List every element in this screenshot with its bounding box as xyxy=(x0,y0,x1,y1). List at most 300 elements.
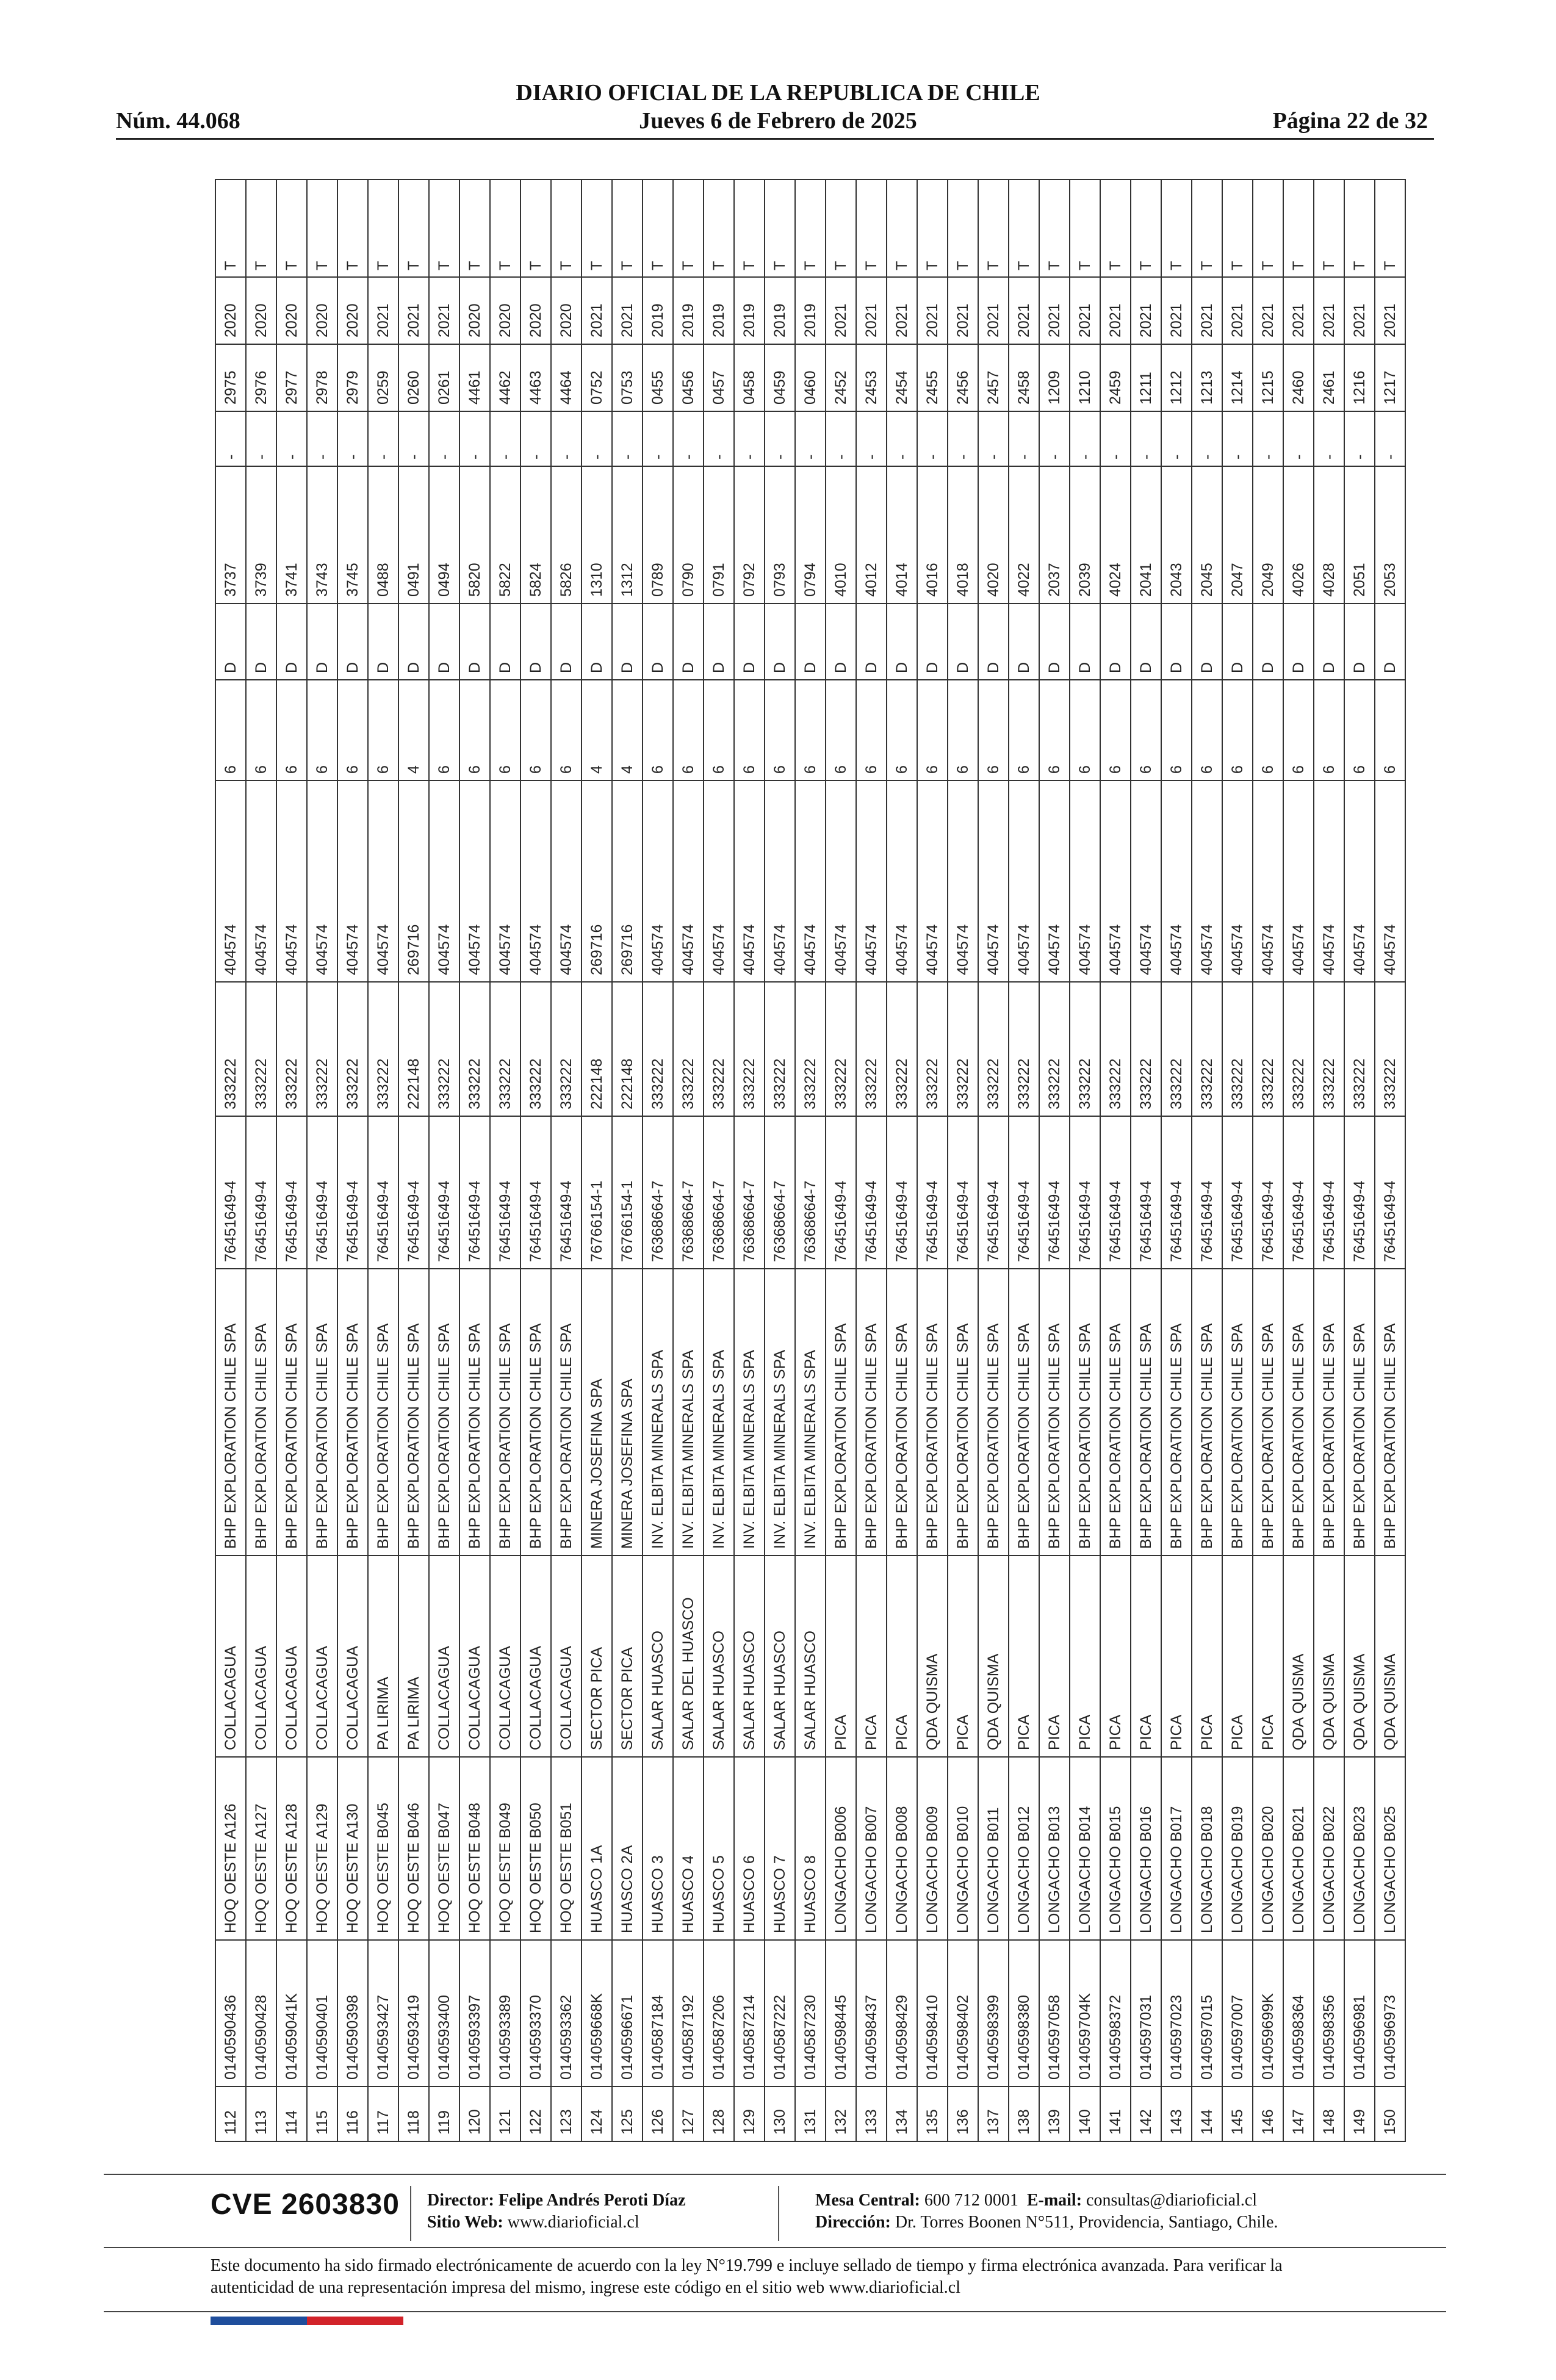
cell-foja: 4012 xyxy=(856,466,887,604)
cell-holder-name: BHP EXPLORATION CHILE SPA xyxy=(1161,1269,1192,1556)
cell-utm-north: 333222 xyxy=(368,982,398,1116)
cell-type-code: D xyxy=(948,604,978,680)
cell-concession-name: LONGACHO B010 xyxy=(948,1757,978,1940)
cell-holder-name: BHP EXPLORATION CHILE SPA xyxy=(429,1269,459,1556)
cell-number: 2978 xyxy=(307,344,337,411)
cell-rol-number: 0140596973 xyxy=(1375,1940,1405,2086)
cell-utm-east: 404574 xyxy=(795,781,826,982)
cell-status: T xyxy=(856,179,887,277)
cell-year: 2021 xyxy=(1314,277,1344,344)
cell-rol-number: 0140597015 xyxy=(1192,1940,1222,2086)
cell-concession-name: LONGACHO B021 xyxy=(1283,1757,1314,1940)
cell-foja: 3737 xyxy=(215,466,246,604)
cell-foja: 4014 xyxy=(887,466,917,604)
cell-separator: - xyxy=(1314,411,1344,466)
cell-holder-rut: 76451649-4 xyxy=(429,1116,459,1269)
cell-holder-rut: 76368664-7 xyxy=(673,1116,704,1269)
cell-separator: - xyxy=(1344,411,1375,466)
cell-holder-name: BHP EXPLORATION CHILE SPA xyxy=(1344,1269,1375,1556)
cell-year: 2021 xyxy=(612,277,643,344)
cell-holder-name: BHP EXPLORATION CHILE SPA xyxy=(337,1269,368,1556)
cell-rol-number: 0140597007 xyxy=(1222,1940,1253,2086)
table-row xyxy=(917,179,948,2141)
cell-utm-east: 404574 xyxy=(1161,781,1192,982)
cell-area-hectares: 6 xyxy=(459,680,490,781)
cell-row-index: 114 xyxy=(276,2086,307,2141)
cell-status: T xyxy=(612,179,643,277)
cell-holder-rut: 76451649-4 xyxy=(368,1116,398,1269)
issue-date: Jueves 6 de Febrero de 2025 xyxy=(639,108,917,134)
cell-year: 2019 xyxy=(673,277,704,344)
cell-utm-east: 404574 xyxy=(917,781,948,982)
cell-year: 2020 xyxy=(337,277,368,344)
director-label: Director: xyxy=(427,2191,494,2210)
cell-year: 2021 xyxy=(978,277,1009,344)
cell-number: 1210 xyxy=(1070,344,1100,411)
cell-separator: - xyxy=(429,411,459,466)
cell-utm-north: 333222 xyxy=(1100,982,1131,1116)
cell-foja: 0793 xyxy=(765,466,795,604)
cell-separator: - xyxy=(582,411,612,466)
cell-separator: - xyxy=(612,411,643,466)
cell-status: T xyxy=(276,179,307,277)
cell-location: QDA QUISMA xyxy=(1344,1556,1375,1757)
cell-location: PICA xyxy=(1131,1556,1161,1757)
cell-utm-north: 333222 xyxy=(765,982,795,1116)
cell-holder-name: BHP EXPLORATION CHILE SPA xyxy=(276,1269,307,1556)
cell-foja: 0789 xyxy=(643,466,673,604)
cell-foja: 5826 xyxy=(551,466,582,604)
cell-utm-north: 333222 xyxy=(1161,982,1192,1116)
cell-row-index: 129 xyxy=(734,2086,765,2141)
cell-concession-name: HOQ OESTE B049 xyxy=(490,1757,520,1940)
cell-concession-name: LONGACHO B011 xyxy=(978,1757,1009,1940)
cell-area-hectares: 6 xyxy=(368,680,398,781)
cell-location: SECTOR PICA xyxy=(582,1556,612,1757)
cell-location: PICA xyxy=(1100,1556,1131,1757)
cell-foja: 1312 xyxy=(612,466,643,604)
cell-separator: - xyxy=(246,411,276,466)
cell-foja: 2053 xyxy=(1375,466,1405,604)
cell-location: COLLACAGUA xyxy=(551,1556,582,1757)
cell-separator: - xyxy=(1100,411,1131,466)
cell-row-index: 143 xyxy=(1161,2086,1192,2141)
flag-stripe-blue xyxy=(211,2317,307,2325)
cell-year: 2021 xyxy=(1009,277,1039,344)
cell-year: 2021 xyxy=(1253,277,1283,344)
cell-utm-east: 404574 xyxy=(1100,781,1131,982)
cell-type-code: D xyxy=(490,604,520,680)
cell-holder-rut: 76368664-7 xyxy=(734,1116,765,1269)
cell-concession-name: LONGACHO B013 xyxy=(1039,1757,1070,1940)
cell-utm-east: 269716 xyxy=(612,781,643,982)
table-row xyxy=(704,179,734,2141)
cell-row-index: 135 xyxy=(917,2086,948,2141)
cell-separator: - xyxy=(643,411,673,466)
cell-area-hectares: 4 xyxy=(612,680,643,781)
cell-rol-number: 0140593370 xyxy=(520,1940,551,2086)
cell-rol-number: 0140598429 xyxy=(887,1940,917,2086)
footer-divider-1 xyxy=(410,2186,411,2241)
cell-holder-rut: 76451649-4 xyxy=(1253,1116,1283,1269)
cell-type-code: D xyxy=(337,604,368,680)
cell-location: QDA QUISMA xyxy=(1314,1556,1344,1757)
cell-separator: - xyxy=(276,411,307,466)
table-row xyxy=(307,179,337,2141)
cell-type-code: D xyxy=(1100,604,1131,680)
cell-holder-name: BHP EXPLORATION CHILE SPA xyxy=(1039,1269,1070,1556)
cell-utm-north: 333222 xyxy=(215,982,246,1116)
cell-location: QDA QUISMA xyxy=(978,1556,1009,1757)
table-row xyxy=(1161,179,1192,2141)
cell-holder-rut: 76451649-4 xyxy=(215,1116,246,1269)
cell-utm-north: 333222 xyxy=(856,982,887,1116)
cell-year: 2021 xyxy=(1070,277,1100,344)
cell-holder-rut: 76368664-7 xyxy=(765,1116,795,1269)
cell-separator: - xyxy=(490,411,520,466)
cell-holder-rut: 76451649-4 xyxy=(307,1116,337,1269)
cell-utm-east: 404574 xyxy=(734,781,765,982)
cell-separator: - xyxy=(978,411,1009,466)
cell-rol-number: 0140597023 xyxy=(1161,1940,1192,2086)
cell-separator: - xyxy=(1131,411,1161,466)
cell-holder-rut: 76451649-4 xyxy=(1192,1116,1222,1269)
cell-row-index: 144 xyxy=(1192,2086,1222,2141)
cell-utm-east: 404574 xyxy=(307,781,337,982)
cell-year: 2019 xyxy=(765,277,795,344)
cell-status: T xyxy=(1131,179,1161,277)
cell-row-index: 119 xyxy=(429,2086,459,2141)
cell-holder-rut: 76451649-4 xyxy=(1283,1116,1314,1269)
cell-location: PICA xyxy=(1039,1556,1070,1757)
cell-utm-north: 333222 xyxy=(246,982,276,1116)
cell-rol-number: 0140587206 xyxy=(704,1940,734,2086)
cell-concession-name: LONGACHO B008 xyxy=(887,1757,917,1940)
cell-rol-number: 0140587184 xyxy=(643,1940,673,2086)
cell-utm-north: 333222 xyxy=(1009,982,1039,1116)
cell-type-code: D xyxy=(368,604,398,680)
cell-type-code: D xyxy=(307,604,337,680)
cell-area-hectares: 6 xyxy=(276,680,307,781)
cell-row-index: 130 xyxy=(765,2086,795,2141)
cell-number: 2455 xyxy=(917,344,948,411)
cell-concession-name: LONGACHO B014 xyxy=(1070,1757,1100,1940)
cell-utm-north: 333222 xyxy=(978,982,1009,1116)
table-row xyxy=(551,179,582,2141)
cell-utm-east: 404574 xyxy=(1375,781,1405,982)
cell-concession-name: HUASCO 1A xyxy=(582,1757,612,1940)
cell-holder-name: BHP EXPLORATION CHILE SPA xyxy=(1375,1269,1405,1556)
cell-area-hectares: 6 xyxy=(1314,680,1344,781)
cell-holder-rut: 76451649-4 xyxy=(1131,1116,1161,1269)
cell-holder-name: BHP EXPLORATION CHILE SPA xyxy=(948,1269,978,1556)
cell-type-code: D xyxy=(520,604,551,680)
cell-status: T xyxy=(398,179,429,277)
cell-holder-name: INV. ELBITA MINERALS SPA xyxy=(704,1269,734,1556)
cell-rol-number: 0140596981 xyxy=(1344,1940,1375,2086)
cell-foja: 1310 xyxy=(582,466,612,604)
director-line xyxy=(427,2190,686,2212)
cell-location: SALAR HUASCO xyxy=(704,1556,734,1757)
cell-type-code: D xyxy=(1070,604,1100,680)
cell-type-code: D xyxy=(673,604,704,680)
cell-year: 2020 xyxy=(215,277,246,344)
cell-separator: - xyxy=(368,411,398,466)
email-link[interactable]: consultas@diarioficial.cl xyxy=(1086,2191,1258,2210)
cell-year: 2021 xyxy=(1192,277,1222,344)
cell-area-hectares: 4 xyxy=(398,680,429,781)
cell-type-code: D xyxy=(1131,604,1161,680)
table-row xyxy=(1375,179,1405,2141)
cell-rol-number: 0140598410 xyxy=(917,1940,948,2086)
table-row xyxy=(795,179,826,2141)
cell-number: 1216 xyxy=(1344,344,1375,411)
table-row xyxy=(459,179,490,2141)
cell-location: PICA xyxy=(887,1556,917,1757)
cell-row-index: 122 xyxy=(520,2086,551,2141)
cell-row-index: 115 xyxy=(307,2086,337,2141)
cell-holder-rut: 76451649-4 xyxy=(1375,1116,1405,1269)
cell-status: T xyxy=(765,179,795,277)
cell-status: T xyxy=(1070,179,1100,277)
cell-holder-rut: 76368664-7 xyxy=(795,1116,826,1269)
cell-holder-rut: 76451649-4 xyxy=(1161,1116,1192,1269)
cell-status: T xyxy=(1375,179,1405,277)
cell-number: 0753 xyxy=(612,344,643,411)
cell-holder-rut: 76451649-4 xyxy=(459,1116,490,1269)
table-row xyxy=(1009,179,1039,2141)
website-line xyxy=(427,2212,639,2234)
cell-holder-rut: 76451649-4 xyxy=(1100,1116,1131,1269)
cell-holder-rut: 76451649-4 xyxy=(1039,1116,1070,1269)
cell-rol-number: 0140598364 xyxy=(1283,1940,1314,2086)
cell-area-hectares: 6 xyxy=(1161,680,1192,781)
issue-number: Núm. 44.068 xyxy=(116,108,240,134)
table-row xyxy=(1283,179,1314,2141)
cell-status: T xyxy=(948,179,978,277)
cell-row-index: 117 xyxy=(368,2086,398,2141)
cell-row-index: 125 xyxy=(612,2086,643,2141)
cell-location: SALAR HUASCO xyxy=(765,1556,795,1757)
cell-number: 0455 xyxy=(643,344,673,411)
cell-number: 2453 xyxy=(856,344,887,411)
cell-concession-name: LONGACHO B020 xyxy=(1253,1757,1283,1940)
cell-year: 2019 xyxy=(643,277,673,344)
cell-holder-name: BHP EXPLORATION CHILE SPA xyxy=(1009,1269,1039,1556)
cell-area-hectares: 6 xyxy=(1253,680,1283,781)
cell-row-index: 118 xyxy=(398,2086,429,2141)
cell-number: 1215 xyxy=(1253,344,1283,411)
table-row xyxy=(1222,179,1253,2141)
cell-row-index: 146 xyxy=(1253,2086,1283,2141)
cell-separator: - xyxy=(1039,411,1070,466)
cell-rol-number: 0140598372 xyxy=(1100,1940,1131,2086)
cell-concession-name: HOQ OESTE A129 xyxy=(307,1757,337,1940)
cell-concession-name: LONGACHO B018 xyxy=(1192,1757,1222,1940)
cell-utm-east: 404574 xyxy=(826,781,856,982)
cell-holder-rut: 76451649-4 xyxy=(856,1116,887,1269)
cell-utm-east: 404574 xyxy=(704,781,734,982)
cell-concession-name: HOQ OESTE A128 xyxy=(276,1757,307,1940)
cell-status: T xyxy=(978,179,1009,277)
cell-status: T xyxy=(1314,179,1344,277)
cell-utm-north: 333222 xyxy=(1283,982,1314,1116)
cell-foja: 2039 xyxy=(1070,466,1100,604)
cell-holder-name: BHP EXPLORATION CHILE SPA xyxy=(826,1269,856,1556)
cell-area-hectares: 6 xyxy=(1009,680,1039,781)
cell-utm-north: 333222 xyxy=(826,982,856,1116)
cell-type-code: D xyxy=(704,604,734,680)
cell-number: 0752 xyxy=(582,344,612,411)
cell-area-hectares: 6 xyxy=(1039,680,1070,781)
cell-rol-number: 0140590428 xyxy=(246,1940,276,2086)
cell-utm-east: 404574 xyxy=(551,781,582,982)
page-number: Página 22 de 32 xyxy=(1272,108,1428,134)
cell-holder-name: BHP EXPLORATION CHILE SPA xyxy=(490,1269,520,1556)
cell-holder-name: BHP EXPLORATION CHILE SPA xyxy=(520,1269,551,1556)
cell-type-code: D xyxy=(765,604,795,680)
cell-area-hectares: 6 xyxy=(490,680,520,781)
cell-row-index: 124 xyxy=(582,2086,612,2141)
footer-mid-divider xyxy=(104,2247,1446,2248)
footer-top-divider xyxy=(104,2174,1446,2175)
cell-number: 0456 xyxy=(673,344,704,411)
cell-location: SALAR HUASCO xyxy=(734,1556,765,1757)
cell-status: T xyxy=(337,179,368,277)
cell-row-index: 123 xyxy=(551,2086,582,2141)
cell-utm-east: 404574 xyxy=(856,781,887,982)
cell-number: 0459 xyxy=(765,344,795,411)
cell-status: T xyxy=(307,179,337,277)
cell-number: 1217 xyxy=(1375,344,1405,411)
cell-utm-north: 333222 xyxy=(459,982,490,1116)
cell-foja: 3745 xyxy=(337,466,368,604)
cell-holder-rut: 76451649-4 xyxy=(1344,1116,1375,1269)
cell-holder-rut: 76451649-4 xyxy=(978,1116,1009,1269)
cell-row-index: 131 xyxy=(795,2086,826,2141)
cell-area-hectares: 6 xyxy=(1070,680,1100,781)
cell-number: 1213 xyxy=(1192,344,1222,411)
cell-number: 4463 xyxy=(520,344,551,411)
website-link[interactable]: www.diarioficial.cl xyxy=(507,2213,639,2232)
cell-utm-east: 404574 xyxy=(337,781,368,982)
cell-location: COLLACAGUA xyxy=(459,1556,490,1757)
cell-foja: 0790 xyxy=(673,466,704,604)
cell-year: 2021 xyxy=(1161,277,1192,344)
cell-location: COLLACAGUA xyxy=(337,1556,368,1757)
cell-status: T xyxy=(429,179,459,277)
table-row xyxy=(215,179,246,2141)
cell-utm-north: 333222 xyxy=(276,982,307,1116)
cell-rol-number: 0140597031 xyxy=(1131,1940,1161,2086)
cell-utm-east: 404574 xyxy=(765,781,795,982)
cell-separator: - xyxy=(1375,411,1405,466)
cell-holder-rut: 76451649-4 xyxy=(551,1116,582,1269)
cell-location: COLLACAGUA xyxy=(215,1556,246,1757)
cell-area-hectares: 6 xyxy=(856,680,887,781)
cell-utm-north: 333222 xyxy=(643,982,673,1116)
cell-holder-rut: 76451649-4 xyxy=(826,1116,856,1269)
legal-notice: Este documento ha sido firmado electrónicamente de acuerdo con la ley N°19.799 e incluye sellado de tiempo y firma electrónica avanzada. Para verificar la autenticidad de una representación impresa del mismo, ingrese este código en el sitio web www.diarioficial.cl xyxy=(211,2256,1283,2297)
cell-location: COLLACAGUA xyxy=(490,1556,520,1757)
cell-utm-east: 269716 xyxy=(582,781,612,982)
cell-holder-rut: 76451649-4 xyxy=(1222,1116,1253,1269)
cell-holder-rut: 76368664-7 xyxy=(643,1116,673,1269)
cell-area-hectares: 6 xyxy=(704,680,734,781)
cell-utm-north: 333222 xyxy=(490,982,520,1116)
cell-row-index: 140 xyxy=(1070,2086,1100,2141)
cell-location: PICA xyxy=(1161,1556,1192,1757)
cell-utm-north: 333222 xyxy=(520,982,551,1116)
cell-type-code: D xyxy=(1161,604,1192,680)
cell-rol-number: 014059699K xyxy=(1253,1940,1283,2086)
cell-status: T xyxy=(887,179,917,277)
cell-utm-north: 333222 xyxy=(429,982,459,1116)
cell-year: 2021 xyxy=(856,277,887,344)
cell-concession-name: HUASCO 4 xyxy=(673,1757,704,1940)
cell-row-index: 132 xyxy=(826,2086,856,2141)
cell-utm-north: 333222 xyxy=(1253,982,1283,1116)
cell-area-hectares: 6 xyxy=(887,680,917,781)
cell-holder-rut: 76368664-7 xyxy=(704,1116,734,1269)
cell-utm-east: 404574 xyxy=(978,781,1009,982)
cell-area-hectares: 4 xyxy=(582,680,612,781)
cell-status: T xyxy=(1009,179,1039,277)
cell-separator: - xyxy=(704,411,734,466)
cell-holder-name: BHP EXPLORATION CHILE SPA xyxy=(1070,1269,1100,1556)
cell-foja: 0488 xyxy=(368,466,398,604)
cell-year: 2021 xyxy=(826,277,856,344)
cell-concession-name: HUASCO 8 xyxy=(795,1757,826,1940)
cell-status: T xyxy=(1344,179,1375,277)
cell-type-code: D xyxy=(643,604,673,680)
cell-type-code: D xyxy=(1192,604,1222,680)
table-row xyxy=(1192,179,1222,2141)
cell-status: T xyxy=(643,179,673,277)
mesa-phone: 600 712 0001 xyxy=(924,2191,1018,2210)
cell-area-hectares: 6 xyxy=(1222,680,1253,781)
cell-row-index: 147 xyxy=(1283,2086,1314,2141)
cell-holder-name: INV. ELBITA MINERALS SPA xyxy=(673,1269,704,1556)
cell-area-hectares: 6 xyxy=(795,680,826,781)
cell-rol-number: 0140598399 xyxy=(978,1940,1009,2086)
cell-rol-number: 0140593419 xyxy=(398,1940,429,2086)
cell-number: 0259 xyxy=(368,344,398,411)
cell-utm-north: 222148 xyxy=(582,982,612,1116)
cell-concession-name: HUASCO 5 xyxy=(704,1757,734,1940)
cell-rol-number: 0140590401 xyxy=(307,1940,337,2086)
table-row xyxy=(673,179,704,2141)
cell-number: 2457 xyxy=(978,344,1009,411)
cell-utm-east: 404574 xyxy=(887,781,917,982)
cell-year: 2021 xyxy=(398,277,429,344)
cell-location: PA LIRIMA xyxy=(368,1556,398,1757)
cell-row-index: 149 xyxy=(1344,2086,1375,2141)
cell-area-hectares: 6 xyxy=(1344,680,1375,781)
cell-foja: 4026 xyxy=(1283,466,1314,604)
cell-number: 2975 xyxy=(215,344,246,411)
cell-number: 2461 xyxy=(1314,344,1344,411)
cell-separator: - xyxy=(1070,411,1100,466)
cell-holder-rut: 76766154-1 xyxy=(582,1116,612,1269)
cell-rol-number: 0140587222 xyxy=(765,1940,795,2086)
mesa-central-line xyxy=(815,2190,1257,2212)
cell-location: PICA xyxy=(1222,1556,1253,1757)
cell-row-index: 113 xyxy=(246,2086,276,2141)
cell-area-hectares: 6 xyxy=(215,680,246,781)
table-row xyxy=(520,179,551,2141)
address-text: Dr. Torres Boonen N°511, Providencia, Santiago, Chile. xyxy=(895,2213,1278,2232)
